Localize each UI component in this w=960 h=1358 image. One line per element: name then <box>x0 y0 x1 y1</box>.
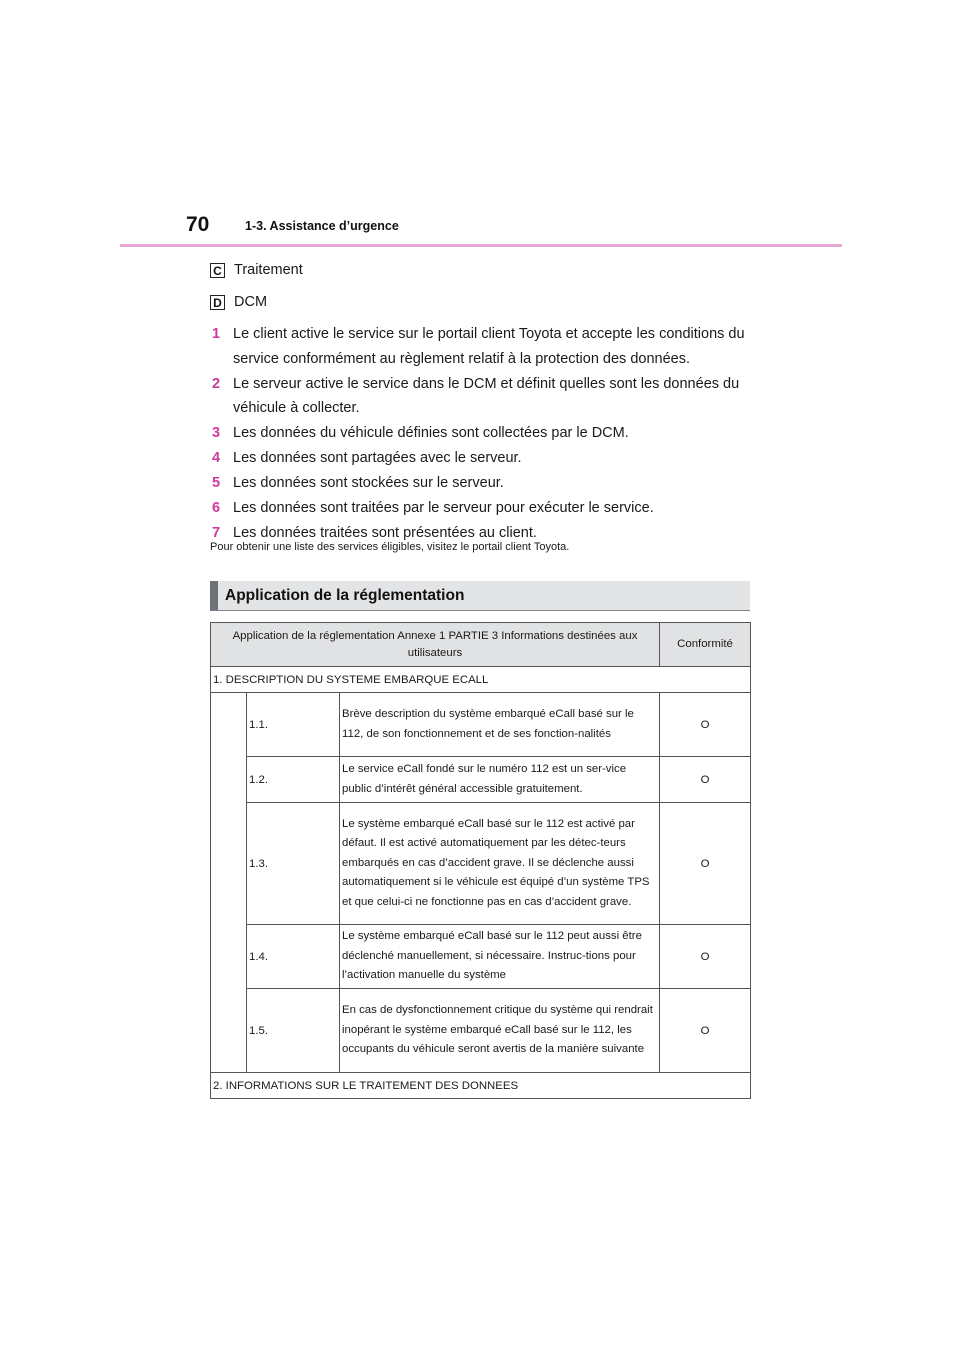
step-number: 7 <box>212 525 221 541</box>
table-row <box>211 803 751 925</box>
header-conformity: Conformité <box>660 623 751 667</box>
step-text: Le client active le service sur le portail client Toyota et accepte les conditions du service conformément au règlement relatif à la protection des données. <box>233 326 745 367</box>
section-banner <box>210 581 750 611</box>
step-number: 3 <box>212 425 221 441</box>
header-regulation: Application de la réglementation Annexe 1 PARTIE 3 Informations destinées aux utilisateurs <box>211 623 660 667</box>
step-number: 2 <box>212 375 221 392</box>
legend-letter-box: D <box>210 295 225 310</box>
table-row <box>211 989 751 1073</box>
banner-accent-bar <box>210 581 218 610</box>
item-description: En cas de dysfonctionnement critique du système qui rendrait inopérant le système embarqué eCall basé sur le 112, les occupants du véhicule seront avertis de la manière suivante <box>340 989 660 1073</box>
item-number: 1.2. <box>247 757 340 803</box>
step-text: Les données sont stockées sur le serveur. <box>233 475 504 491</box>
legend-letter-box: C <box>210 263 225 278</box>
section-title: 1-3. Assistance d’urgence <box>245 219 399 233</box>
step-number: 5 <box>212 475 221 491</box>
step-item <box>212 446 757 471</box>
regulation-table <box>210 622 751 1099</box>
header-rule <box>120 244 842 247</box>
section-row <box>211 1073 751 1099</box>
item-description: Le système embarqué eCall basé sur le 112 est activé par défaut. Il est activé automatiquement par les détec-teurs embarqués en cas d’accident grave. Il se déclenche aussi automatiquement si le véhicule est équipé d’un système TPS et que celui-ci ne fonctionne pas en cas d’accident grave. <box>340 803 660 925</box>
item-description: Le service eCall fondé sur le numéro 112 est un ser-vice public d’intérêt général accessible gratuitement. <box>340 757 660 803</box>
step-text: Les données sont partagées avec le serveur. <box>233 450 522 466</box>
step-text: Les données traitées sont présentées au client. <box>233 525 537 541</box>
table-row <box>211 693 751 757</box>
legend-item-d <box>210 294 267 310</box>
footnote: Pour obtenir une liste des services éligibles, visitez le portail client Toyota. <box>210 541 570 553</box>
banner-title: Application de la réglementation <box>225 586 465 604</box>
item-number: 1.4. <box>247 925 340 989</box>
legend-label: DCM <box>234 294 268 310</box>
item-number: 1.5. <box>247 989 340 1073</box>
item-description: Brève description du système embarqué eCall basé sur le 112, de son fonctionnement et de ses fonction-nalités <box>340 693 660 757</box>
indent-cell <box>211 693 247 1073</box>
step-item <box>212 496 757 521</box>
item-conformity: O <box>660 925 751 989</box>
item-conformity: O <box>660 757 751 803</box>
section-heading: 1. DESCRIPTION DU SYSTEME EMBARQUE ECALL <box>211 667 751 693</box>
step-item <box>212 372 757 421</box>
table-header-row <box>211 623 751 667</box>
step-number: 1 <box>212 326 221 342</box>
table-row <box>211 925 751 989</box>
step-text: Les données sont traitées par le serveur pour exécuter le service. <box>233 500 654 516</box>
steps-list <box>212 322 757 546</box>
item-conformity: O <box>660 803 751 925</box>
item-number: 1.3. <box>247 803 340 925</box>
table-row <box>211 757 751 803</box>
page-number: 70 <box>186 213 210 236</box>
legend-item-c <box>210 262 303 278</box>
item-description: Le système embarqué eCall basé sur le 112 peut aussi être déclenché manuellement, si nécessaire. Instruc-tions pour l’activation manuelle du système <box>340 925 660 989</box>
section-heading: 2. INFORMATIONS SUR LE TRAITEMENT DES DONNEES <box>211 1073 751 1099</box>
item-conformity: O <box>660 693 751 757</box>
legend-label: Traitement <box>234 262 303 278</box>
step-number: 6 <box>212 500 221 516</box>
step-text: Les données du véhicule définies sont collectées par le DCM. <box>233 425 629 441</box>
item-number: 1.1. <box>247 693 340 757</box>
item-conformity: O <box>660 989 751 1073</box>
step-number: 4 <box>212 450 221 466</box>
step-item <box>212 421 757 446</box>
step-item <box>212 322 757 371</box>
step-item <box>212 471 757 496</box>
section-row <box>211 667 751 693</box>
step-text: Le serveur active le service dans le DCM et définit quelles sont les données du véhicule à collecter. <box>233 375 740 416</box>
